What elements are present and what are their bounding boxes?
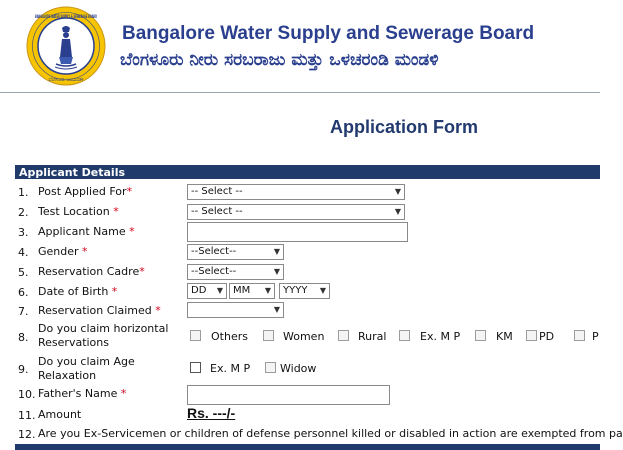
checkbox-age-ex-mp[interactable] — [190, 362, 201, 373]
field-label — [38, 285, 117, 299]
logo-arc-text: BANGALORE WATER SUPPLY & SEWERAGE BOARD — [35, 15, 163, 20]
dob-day-select[interactable] — [187, 283, 227, 299]
post-applied-select[interactable] — [187, 184, 405, 200]
label-text: Post Applied For — [38, 185, 127, 198]
chevron-down-icon: ▼ — [394, 187, 401, 196]
row-number: 9. — [18, 363, 29, 376]
row-number: 7. — [18, 305, 29, 318]
option-label: Others — [211, 330, 248, 343]
dob-month-select[interactable] — [229, 283, 275, 299]
required-marker: * — [111, 285, 118, 298]
field-label-line2: Reservations — [38, 336, 109, 349]
test-location-select[interactable] — [187, 204, 405, 220]
chevron-down-icon: ▼ — [394, 207, 401, 216]
checkbox-widow[interactable] — [265, 362, 276, 373]
chevron-down-icon: ▼ — [273, 247, 280, 256]
select-value: -- Select -- — [191, 206, 243, 217]
select-value: -- Select -- — [191, 186, 243, 197]
checkbox-p[interactable] — [574, 330, 585, 341]
option-label: KM — [496, 330, 513, 343]
dob-year-select[interactable] — [279, 283, 330, 299]
field-label — [38, 265, 145, 279]
row-number: 12. — [18, 428, 36, 441]
row-number: 11. — [18, 409, 36, 422]
option-label: Women — [283, 330, 325, 343]
applicant-name-input[interactable] — [187, 222, 408, 242]
checkbox-km[interactable] — [475, 330, 486, 341]
required-marker: * — [129, 225, 135, 238]
row-number: 3. — [18, 226, 29, 239]
field-label-line1: Do you claim Age — [38, 355, 135, 368]
chevron-down-icon: ▼ — [273, 305, 280, 314]
row-number: 10. — [18, 388, 36, 401]
label-text: Applicant Name — [38, 225, 130, 238]
required-marker: * — [155, 304, 161, 317]
amount-value: Rs. ---/- — [187, 405, 236, 421]
checkbox-ex-mp[interactable] — [399, 330, 410, 341]
row-number: 8. — [18, 331, 29, 344]
header-divider — [0, 92, 600, 93]
option-label: P — [592, 330, 599, 343]
org-name-kannada: ಬೆಂಗಳೂರು ನೀರು ಸರಬರಾಜು ಮತ್ತು ಒಳಚರಂಡಿ ಮಂಡಳಿ — [120, 50, 439, 70]
row-number: 6. — [18, 286, 29, 299]
label-text: Date of Birth — [38, 285, 112, 298]
reservation-claimed-select[interactable] — [187, 302, 284, 318]
field-label: Amount — [38, 408, 82, 421]
required-marker: * — [126, 185, 133, 198]
row-number: 2. — [18, 206, 29, 219]
checkbox-others[interactable] — [190, 330, 201, 341]
required-marker: * — [82, 245, 88, 258]
checkbox-rural[interactable] — [338, 330, 349, 341]
row-number: 1. — [18, 186, 29, 199]
bwssb-logo — [26, 6, 163, 86]
checkbox-women[interactable] — [263, 330, 274, 341]
field-label — [38, 185, 132, 199]
fathers-name-input[interactable] — [187, 385, 390, 405]
page-header — [0, 0, 600, 92]
chevron-down-icon: ▼ — [319, 286, 326, 295]
field-label-line1: Do you claim horizontal — [38, 322, 169, 335]
label-text: Gender — [38, 245, 83, 258]
field-label — [38, 245, 88, 259]
row-number: 4. — [18, 246, 29, 259]
chevron-down-icon: ▼ — [264, 286, 271, 295]
org-name-english: Bangalore Water Supply and Sewerage Board — [122, 23, 535, 44]
field-label — [38, 205, 119, 219]
select-value: YYYY — [283, 285, 308, 296]
field-label — [38, 387, 126, 401]
label-text: Test Location — [38, 205, 114, 218]
chevron-down-icon: ▼ — [216, 286, 223, 295]
form-title: Application Form — [330, 117, 478, 137]
label-text: Reservation Claimed — [38, 304, 156, 317]
required-marker: * — [120, 387, 127, 400]
field-label: Are you Ex-Servicemen or children of defense personnel killed or disabled in action are exempted from pa — [38, 427, 623, 440]
reservation-cadre-select[interactable] — [187, 264, 284, 280]
logo-bottom-text: ಬೆಂಗಳೂರು ಜಲಮಂಡಳಿ — [48, 78, 84, 83]
label-text: Reservation Cadre — [38, 265, 140, 278]
select-value: MM — [233, 285, 251, 296]
option-label: PD — [539, 330, 555, 343]
option-label: Widow — [280, 362, 317, 375]
section-title: Applicant Details — [19, 166, 126, 179]
section-footer-bar — [15, 444, 600, 450]
label-text: Father's Name — [38, 387, 121, 400]
required-marker: * — [113, 205, 119, 218]
required-marker: * — [139, 265, 145, 278]
select-value: --Select-- — [191, 246, 237, 257]
select-value: DD — [191, 285, 207, 296]
field-label-line2: Relaxation — [38, 369, 97, 382]
chevron-down-icon: ▼ — [273, 267, 280, 276]
select-value: --Select-- — [191, 266, 237, 277]
row-number: 5. — [18, 266, 29, 279]
checkbox-pd[interactable] — [526, 330, 537, 341]
option-label: Ex. M P — [210, 362, 251, 375]
gender-select[interactable] — [187, 244, 284, 260]
option-label: Ex. M P — [420, 330, 461, 343]
field-label — [38, 225, 135, 239]
field-label — [38, 304, 161, 318]
option-label: Rural — [358, 330, 387, 343]
